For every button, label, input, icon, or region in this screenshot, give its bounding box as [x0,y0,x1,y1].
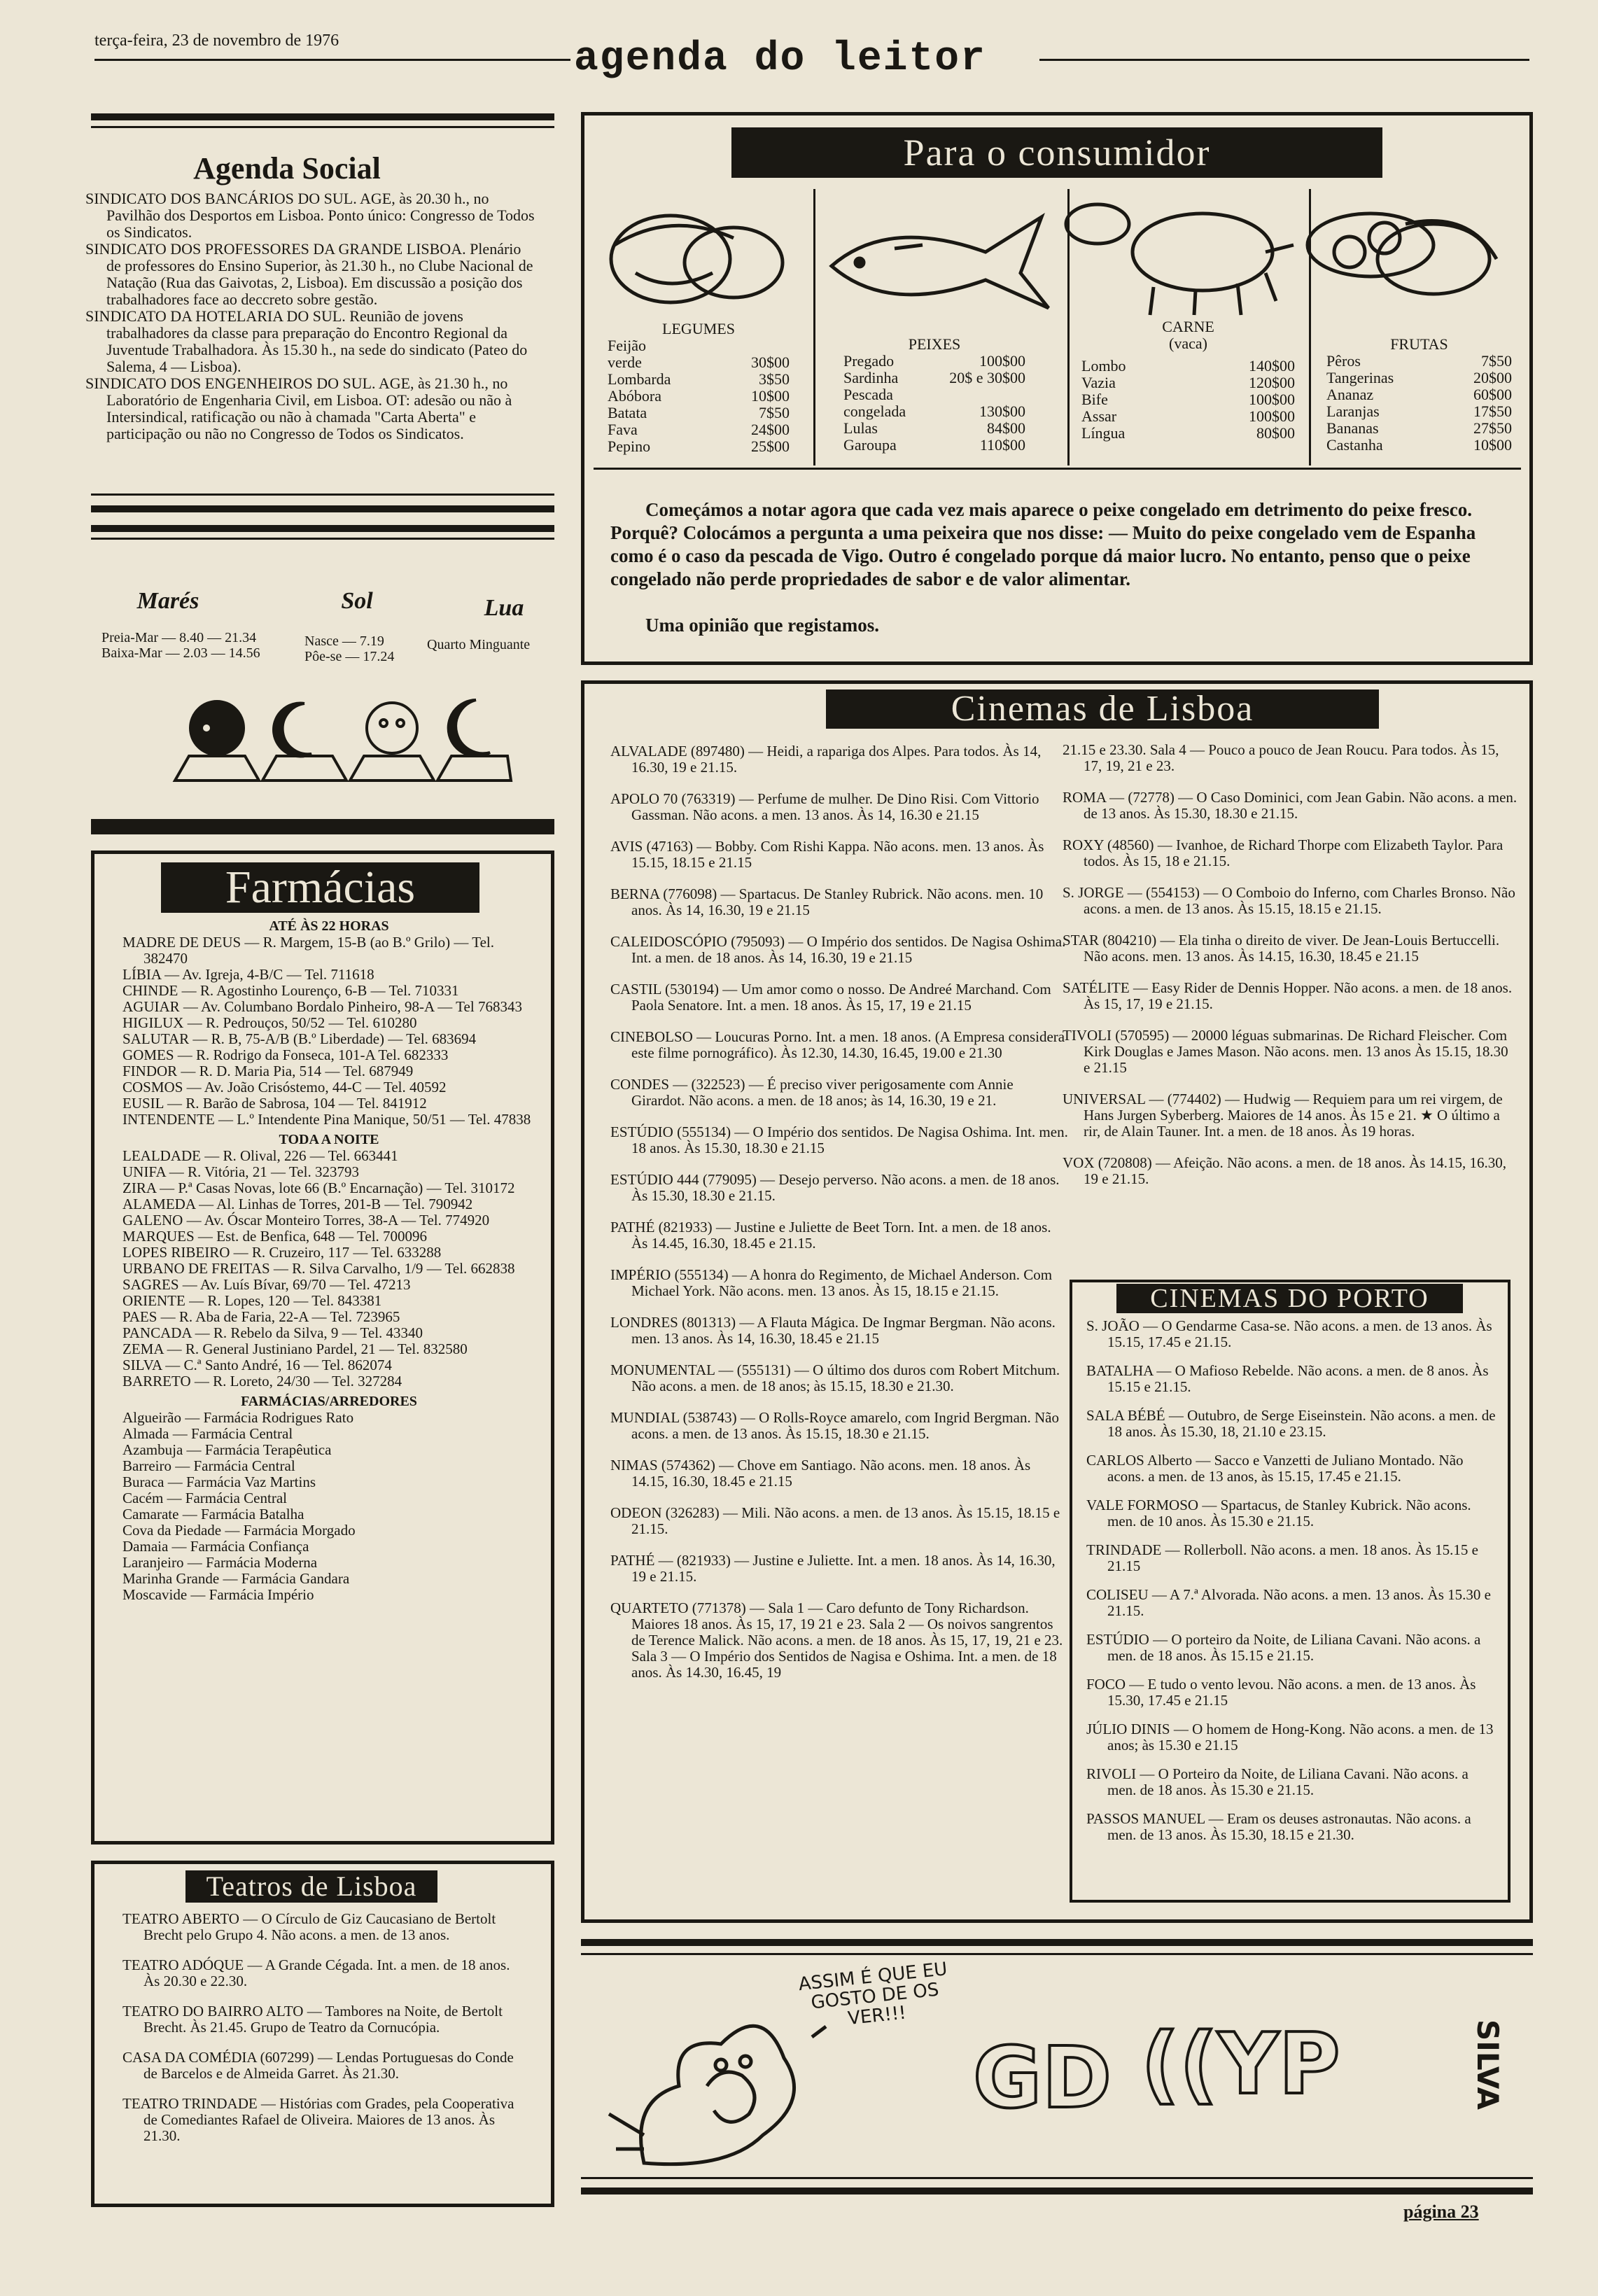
porto-entry: ESTÚDIO — O porteiro da Noite, de Liliana Cavani. Não acons. a men. de 18 anos. Às 15.15 e 21.15. [1086,1631,1481,1664]
cartoon-speech: ASSIM É QUE EU GOSTO DE OS VER!!! [797,1959,948,2030]
farmacia-arredor-entry: Damaia — Farmácia Confiança [122,1538,309,1555]
cinema-entry: ESTÚDIO (555134) — O Império dos sentidos. De Nagisa Oshima. Int. men. 18 anos. Às 15.30, 18.30 e 21.15 [610,1124,1068,1156]
farmacia-arredor-entry: Camarate — Farmácia Batalha [122,1506,304,1522]
agenda-item: SINDICATO DOS PROFESSORES DA GRANDE LISBOA. Plenário de professores do Ensino Superior, às 21.30 h., no Clube Nacional de Natação (Rua das Gaivotas, 2, Lisboa). Em discussão a posição dos trabalhadores face ao deccreto sobre gestão. [85,240,533,308]
cinema-entry: QUARTETO (771378) — Sala 1 — Caro defunto de Tony Richardson. Maiores 18 anos. Às 15, 17, 19 21 e 23. Sala 2 — Os noivos sangrentos de Terence Malick. Não acons. a men. de 18 anos. Às 15, 17, 19, 21 e 23. Sala 3 — O Império dos Sentidos de Nagisa e Oshima. Int. a men. de 18 anos. Às 14.30, 16.45, 19 [610,1600,1063,1681]
frutas-item: Bananas [1326,419,1379,437]
peixes-table [843,336,1025,454]
frutas-price: 17$50 [1473,402,1512,420]
agenda-item: SINDICATO DOS ENGENHEIROS DO SUL. AGE, às 21.30 h., no Laboratório de Engenharia Civil, em Lisboa. OT: adesão ou não à Intersindical, ratificação ou não à chamada "Carta Aberta" e participação ou não no Congresso de Todos os Sindicatos. [85,374,512,442]
frutas-item: Pêros [1326,352,1361,370]
mares-line: Baixa-Mar — 2.03 — 14.56 [101,645,260,661]
agenda-item: SINDICATO DA HOTELARIA DO SUL. Reunião de jovens trabalhadores da classe para preparação do Encontro Regional da Juventude Trabalhadora. Às 15.30 h., na sede do sindicato (Pateo do Salema, 4 — Lisboa). [85,307,528,375]
cinema-entry: AVIS (47163) — Bobby. Com Rishi Kappa. Não acons. men. 13 anos. Às 15.15, 18.15 e 21.15 [610,838,1044,871]
farmacia-arredor-entry: Algueirão — Farmácia Rodrigues Rato [122,1409,354,1426]
porto-entry: CARLOS Alberto — Sacco e Vanzetti de Juliano Montado. Não acons. a men. de 13 anos, às 15.15, 17.45 e 21.15. [1086,1452,1464,1485]
carne-item: Lombo [1081,357,1126,374]
legumes-table [608,321,790,455]
legumes-row [608,421,790,438]
page-title: agenda do leitor [574,36,986,82]
farmacia-arredor-entry: Cacém — Farmácia Central [122,1490,287,1506]
cinema-entry: CINEBOLSO — Loucuras Porno. Int. a men. 18 anos. (A Empresa considera este filme pornográfico). Às 12.30, 14.30, 16.45, 19.00 e 21.30 [610,1028,1065,1061]
cinema-entry: CALEIDOSCÓPIO (795093) — O Império dos sentidos. De Nagisa Oshima. Int. a men. de 18 anos. Às 14, 16.30, 19 e 21.15 [610,933,1066,966]
peixes-price: 110$00 [979,436,1025,454]
frutas-row [1326,420,1512,437]
carne-row [1081,408,1295,425]
cinema-entry: 21.15 e 23.30. Sala 4 — Pouco a pouco de Jean Roucu. Para todos. Às 15, 17, 19, 21 e 23. [1063,741,1499,774]
cartoon-top-rule-thin [581,1953,1533,1955]
carne-row [1081,425,1295,442]
cinema-entry: UNIVERSAL — (774402) — Hudwig — Requiem para um rei virgem, de Hans Jurgen Syberberg. Maiores de 14 anos. Às 15 e 21. ★ O último a rir, de Alain Tauner. Int. a men. de 18 anos. Às 19 horas. [1063,1091,1503,1140]
cinema-entry: ALVALADE (897480) — Heidi, a rapariga dos Alpes. Para todos. Às 14, 16.30, 19 e 21.15. [610,743,1042,776]
teatros-list [122,1911,528,2158]
frutas-row [1326,386,1512,403]
porto-entry: COLISEU — A 7.ª Alvorada. Não acons. a men. 13 anos. Às 15.30 e 21.15. [1086,1586,1491,1619]
farmacia-arredor-entry: Laranjeiro — Farmácia Moderna [122,1554,318,1571]
farmacia-entry: COSMOS — Av. João Crisóstemo, 44-C — Tel. 40592 [122,1079,447,1096]
cinema-entry: PATHÉ — (821933) — Justine e Juliette. Int. a men. 18 anos. Às 14, 16.30, 19 e 21.15. [610,1552,1056,1585]
legumes-row [608,337,790,354]
cinema-entry: CASTIL (530194) — Um amor como o nosso. De Andreé Marchand. Com Paola Senatore. Int. a men. 18 anos. Às 15, 17, 19 e 21.15 [610,981,1051,1014]
porto-list [1086,1318,1499,1856]
frutas-price: 7$50 [1481,352,1512,370]
consumidor-note: Começámos a notar agora que cada vez mais aparece o peixe congelado em detrimento do peixe fresco. Porquê? Colocámos a pergunta a uma peixeira que nos disse: — Muito do peixe congelado vem de Espanha como é o caso da pescada de Vigo. Outro é congelado porque dá maior lucro. No entanto, penso que o peixe congelado não perde propriedades de sabor e de valor alimentar. [610,499,1476,589]
carne-row [1081,374,1295,391]
carne-title: CARNE [1162,318,1214,335]
peixes-price: 20$ e 30$00 [949,369,1025,386]
legumes-item: Fava [608,421,638,438]
page-number: página 23 [1403,2202,1479,2222]
teatro-entry: TEATRO TRINDADE — Histórias com Grades, pela Cooperativa de Comediantes Rafael de Oliveira. Maiores de 13 anos. Às 21.30. [122,2095,514,2144]
farmacia-entry: PAES — R. Aba de Faria, 22-A — Tel. 723965 [122,1308,400,1325]
legumes-item: Pepino [608,438,651,455]
legumes-price: 24$00 [751,421,790,438]
teatro-entry: CASA DA COMÉDIA (607299) — Lendas Portuguesas do Conde de Barcelos e de Almeida Garret. Às 21.30. [122,2049,514,2082]
farmacia-entry: PANCADA — R. Rebelo da Silva, 9 — Tel. 43340 [122,1324,423,1341]
porto-entry: SALA BÉBÉ — Outubro, de Serge Eiseinstein. Não acons. a men. de 18 anos. Às 15.30, 18, 21.10 e 23.15. [1086,1407,1496,1440]
frutas-table [1326,336,1512,454]
farmacia-arredor-entry: Cova da Piedade — Farmácia Morgado [122,1522,356,1539]
teatro-entry: TEATRO DO BAIRRO ALTO — Tambores na Noite, de Bertolt Brecht. Às 21.45. Grupo de Teatro da Cornucópia. [122,2003,503,2036]
cinema-entry: MONUMENTAL — (555131) — O último dos duros com Robert Mitchum. Não acons. a men. de 18 anos; às 15.15, 18.30 e 21.30. [610,1362,1060,1394]
legumes-price: 30$00 [751,354,790,371]
peixes-price: 84$00 [987,419,1025,437]
agenda-social-list [85,190,537,442]
legumes-item: Batata [608,404,647,421]
consumidor-title: Para o consumidor [731,127,1382,178]
legumes-price: 3$50 [759,370,790,388]
peixes-item: Pregado [843,352,895,370]
peixes-price: 100$00 [979,352,1025,370]
farmacia-entry: ZEMA — R. General Justiniano Pardel, 21 — Tel. 832580 [122,1340,468,1357]
cinema-entry: ROMA — (72778) — O Caso Dominici, com Jean Gabin. Não acons. a men. de 13 anos. Às 15.30, 18.30 e 21.15. [1063,789,1518,822]
carne-price: 100$00 [1249,391,1295,408]
farmacias-title: Farmácias [161,862,479,913]
porto-entry: JÚLIO DINIS — O homem de Hong-Kong. Não acons. a men. de 13 anos; às 15.30 e 21.15 [1086,1721,1494,1754]
farmacia-entry: MARQUES — Est. de Benfica, 648 — Tel. 700096 [122,1228,428,1245]
farmacias-sub-noite: TODA A NOITE [279,1132,379,1147]
peixes-item: Pescada [843,386,893,403]
header-date: terça-feira, 23 de novembro de 1976 [94,31,339,50]
cinema-entry: BERNA (776098) — Spartacus. De Stanley Rubrick. Não acons. men. 10 anos. Às 14, 16.30, 19 e 21.15 [610,886,1044,918]
legumes-row [608,354,790,371]
porto-entry: RIVOLI — O Porteiro da Noite, de Liliana Cavani. Não acons. a men. de 18 anos. Às 15.30 e 21.15. [1086,1765,1469,1798]
cinema-entry: VOX (720808) — Afeição. Não acons. a men. de 18 anos. Às 14.15, 16.30, 19 e 21.15. [1063,1154,1506,1187]
lua-lines [427,637,560,652]
farmacias-list-22h [122,934,535,1128]
sol-line: Pôe-se — 17.24 [304,649,395,664]
carne-price: 80$00 [1256,424,1295,442]
frutas-price: 60$00 [1473,386,1512,403]
sol-title: Sol [341,588,373,614]
farmacia-entry: INTENDENTE — L.º Intendente Pina Manique, 50/51 — Tel. 47838 [122,1111,531,1128]
peixes-row [843,353,1025,370]
farmacia-entry: HIGILUX — R. Pedrouços, 50/52 — Tel. 610280 [122,1014,417,1031]
agenda-bottom-rule-thin [91,493,554,496]
farmacia-entry: MADRE DE DEUS — R. Margem, 15-B (ao B.º Grilo) — Tel. 382470 [122,934,494,967]
farmacia-arredor-entry: Almada — Farmácia Central [122,1425,293,1442]
farmacia-entry: GOMES — R. Rodrigo da Fonseca, 101-A Tel. 682333 [122,1046,449,1063]
sol-lines [304,634,423,664]
cartoon-top-rule [581,1939,1533,1946]
legumes-row [608,405,790,421]
carne-item: Língua [1081,424,1126,442]
cinema-entry: PATHÉ (821933) — Justine e Juliette de Beet Torn. Int. a men. de 18 anos. Às 14.45, 16.30, 18.45 e 21.15. [610,1219,1051,1252]
legumes-price: 10$00 [751,387,790,405]
legumes-row [608,371,790,388]
mares-title: Marés [136,588,199,614]
cinema-entry: MUNDIAL (538743) — O Rolls-Royce amarelo, com Ingrid Bergman. Não acons. a men. de 13 anos. Às 15.15, 18.30 e 21.15. [610,1409,1059,1442]
peixes-item: Lulas [843,419,878,437]
peixes-row [843,403,1025,420]
peixes-row [843,437,1025,454]
farmacia-entry: FINDOR — R. D. Maria Pia, 514 — Tel. 687949 [122,1063,414,1079]
cinema-entry: ROXY (48560) — Ivanhoe, de Richard Thorpe com Elizabeth Taylor. Para todos. Às 15, 18 e 21.15. [1063,836,1504,869]
teatros-title: Teatros de Lisboa [185,1870,437,1903]
frutas-row [1326,437,1512,454]
peixes-item: congelada [843,402,906,420]
cartoon-signature: SILVA [1471,2019,1505,2110]
frutas-price: 20$00 [1473,369,1512,386]
teatro-entry: TEATRO ADÓQUE — A Grande Cégada. Int. a men. de 18 anos. Às 20.30 e 22.30. [122,1956,510,1989]
farmacia-arredor-entry: Marinha Grande — Farmácia Gandara [122,1570,350,1587]
vegetables-icon [611,216,783,302]
cinemas-col1 [610,743,1069,1696]
farmacias-sub-arredores: FARMÁCIAS/ARREDORES [241,1394,417,1409]
agenda-social-title: Agenda Social [193,151,381,186]
peixes-price: 130$00 [979,402,1025,420]
mares-line: Preia-Mar — 8.40 — 21.34 [101,630,257,645]
cartoon-letters-yp: ((YP [1141,2016,1340,2113]
farmacia-entry: SALUTAR — R. B, 75-A/B (B.º Liberdade) — Tel. 683694 [122,1030,477,1047]
cartoon-letters-gd: GD [973,2030,1112,2127]
porto-entry: VALE FORMOSO — Spartacus, de Stanley Kubrick. Não acons. men. de 10 anos. Às 15.30 e 21.15. [1086,1497,1471,1530]
farmacia-arredor-entry: Buraca — Farmácia Vaz Martins [122,1474,316,1490]
legumes-item: Lombarda [608,370,671,388]
carne-row [1081,391,1295,408]
teatro-entry: TEATRO ABERTO — O Círculo de Giz Caucasiano de Bertolt Brecht pelo Grupo 4. Não acons. a men. de 13 anos. [122,1910,496,1943]
farmacia-entry: BARRETO — R. Loreto, 24/30 — Tel. 327284 [122,1373,402,1390]
cartoon-bottom-rule-thin [581,2177,1533,2179]
frutas-price: 10$00 [1473,436,1512,454]
farmacias-list-arredores [122,1410,535,1603]
cinema-entry: S. JORGE — (554153) — O Comboio do Inferno, com Charles Bronso. Não acons. a men. de 13 anos. Às 15.15, 18.15 e 21.15. [1063,884,1515,917]
carne-row [1081,358,1295,374]
frutas-item: Tangerinas [1326,369,1394,386]
carne-item: Bife [1081,391,1108,408]
peixes-item: Garoupa [843,436,897,454]
peixes-item: Sardinha [843,369,899,386]
consumidor-note-end: Uma opinião que registamos. [645,615,880,636]
farmacia-entry: ZIRA — P.ª Casas Novas, lote 66 (B.º Encarnação) — Tel. 310172 [122,1180,515,1196]
farmacia-arredor-entry: Barreiro — Farmácia Central [122,1457,295,1474]
carne-price: 140$00 [1249,357,1295,374]
porto-entry: PASSOS MANUEL — Eram os deuses astronautas. Não acons. a men. de 13 anos. Às 15.30, 18.15 e 21.30. [1086,1810,1471,1843]
farmacia-entry: CHINDE — R. Agostinho Lourenço, 6-B — Tel. 710331 [122,982,459,999]
carne-subtitle: (vaca) [1169,335,1207,352]
cow-icon [1066,204,1294,315]
mares-lines [101,630,290,661]
farmacias-top-rule [91,819,554,834]
porto-title: CINEMAS DO PORTO [1116,1284,1463,1313]
legumes-price: 25$00 [751,438,790,455]
cinema-entry: SATÉLITE — Easy Rider de Dennis Hopper. Não acons. a men. de 18 anos. Às 15, 17, 19 e 21.15. [1063,979,1513,1012]
frutas-item: Ananaz [1326,386,1374,403]
farmacia-arredor-entry: Moscavide — Farmácia Império [122,1586,314,1603]
frutas-price: 27$50 [1473,419,1512,437]
cinema-entry: ESTÚDIO 444 (779095) — Desejo perverso. Não acons. a men. de 18 anos. Às 15.30, 18.30 e 21.15. [610,1171,1060,1204]
legumes-item: Abóbora [608,387,661,405]
porto-entry: TRINDADE — Rollerboll. Não acons. a men. 18 anos. Às 15.15 e 21.15 [1086,1541,1478,1574]
peixes-row [843,420,1025,437]
legumes-title: LEGUMES [662,320,735,337]
tides-top-rule-thin [91,538,554,540]
porto-entry: BATALHA — O Mafioso Rebelde. Não acons. a men. de 8 anos. Às 15.15 e 21.15. [1086,1362,1489,1395]
cinemas-col2 [1063,742,1518,1203]
frutas-row [1326,353,1512,370]
farmacia-entry: URBANO DE FREITAS — R. Silva Carvalho, 1/9 — Tel. 662838 [122,1260,515,1277]
farmacia-entry: GALENO — Av. Óscar Monteiro Torres, 38-A — Tel. 774920 [122,1212,490,1228]
carne-price: 100$00 [1249,407,1295,425]
farmacias-sub-22h: ATÉ ÀS 22 HORAS [269,918,389,934]
peixes-row [843,386,1025,403]
frutas-row [1326,403,1512,420]
cinema-entry: IMPÉRIO (555134) — A honra do Regimento, de Michael Anderson. Com Michael York. Não acons. men. 13 anos. Às 15, 18.15 e 21.15. [610,1266,1053,1299]
farmacia-entry: EUSIL — R. Barão de Sabrosa, 104 — Tel. 841912 [122,1095,427,1112]
consumidor-hline [594,468,1521,470]
farmacia-entry: LÍBIA — Av. Igreja, 4-B/C — Tel. 711618 [122,966,374,983]
porto-entry: FOCO — E tudo o vento levou. Não acons. a men. de 13 anos. Às 15.30, 17.45 e 21.15 [1086,1676,1476,1709]
farmacia-entry: ORIENTE — R. Lopes, 120 — Tel. 843381 [122,1292,382,1309]
moon-phases-illustration [168,690,518,788]
carne-item: Assar [1081,407,1117,425]
farmacia-entry: AGUIAR — Av. Columbano Bordalo Pinheiro, 98-A — Tel 768343 [122,998,522,1015]
food-illustrations [594,196,1521,322]
cartoon-bottom-rule [581,2188,1533,2194]
agenda-item: SINDICATO DOS BANCÁRIOS DO SUL. AGE, às 20.30 h., no Pavilhão dos Desportos em Lisboa. Ponto único: Congresso de Todos os Sindicatos. [85,190,535,241]
legumes-item: verde [608,354,642,371]
porto-entry: S. JOÃO — O Gendarme Casa-se. Não acons. a men. de 13 anos. Às 15.15, 17.45 e 21.15. [1086,1317,1492,1350]
farmacias-list-noite [122,1148,535,1390]
legumes-item: Feijão [608,337,646,354]
farmacia-entry: LOPES RIBEIRO — R. Cruzeiro, 117 — Tel. 633288 [122,1244,442,1261]
lua-line: Quarto Minguante [427,637,531,652]
cinema-entry: ODEON (326283) — Mili. Não acons. a men. de 13 anos. Às 15.15, 18.15 e 21.15. [610,1504,1060,1537]
agenda-bottom-rule [91,505,554,512]
lua-title: Lua [484,595,524,621]
farmacia-entry: SAGRES — Av. Luís Bívar, 69/70 — Tel. 47213 [122,1276,411,1293]
cinemas-title: Cinemas de Lisboa [826,690,1379,729]
frutas-row [1326,370,1512,386]
frutas-item: Castanha [1326,436,1383,454]
peixes-row [843,370,1025,386]
cinema-entry: STAR (804210) — Ela tinha o direito de viver. De Jean-Louis Bertuccelli. Não acons. men. 13 anos. Às 14.15, 16.30, 18.45 e 21.15 [1063,932,1500,965]
header-rule-right [1039,59,1529,61]
agenda-top-rule [91,113,554,120]
cinema-entry: TIVOLI (570595) — 20000 léguas submarinas. De Richard Fleischer. Com Kirk Douglas e James Mason. Não acons. men. 13 anos Às 15.15, 18.30 e 21.15 [1063,1027,1508,1076]
farmacias-content [122,918,535,1603]
cinema-entry: NIMAS (574362) — Chove em Santiago. Não acons. men. 18 anos. Às 14.15, 16.30, 18.45 e 21.15 [610,1457,1031,1490]
carne-price: 120$00 [1249,374,1295,391]
carne-item: Vazia [1081,374,1116,391]
header-rule-left [94,59,570,61]
farmacia-entry: ALAMEDA — Al. Linhas de Torres, 201-B — Tel. 790942 [122,1196,473,1212]
frutas-item: Laranjas [1326,402,1380,420]
farmacia-entry: SILVA — C.ª Santo André, 16 — Tel. 862074 [122,1357,392,1373]
cinema-entry: CONDES — (322523) — É preciso viver perigosamente com Annie Girardot. Não acons. a men. de 18 anos; às 14, 16.30, 19 e 21. [610,1076,1014,1109]
legumes-price: 7$50 [759,404,790,421]
agenda-top-rule-thin [91,126,554,128]
sol-line: Nasce — 7.19 [304,634,384,649]
cinema-entry: APOLO 70 (763319) — Perfume de mulher. De Dino Risi. Com Vittorio Gassman. Não acons. a men. 13 anos. Às 14, 16.30 e 21.15 [610,790,1039,823]
farmacia-arredor-entry: Azambuja — Farmácia Terapêutica [122,1441,332,1458]
legumes-row [608,438,790,455]
tides-top-rule [91,525,554,532]
farmacia-entry: LEALDADE — R. Olival, 226 — Tel. 663441 [122,1147,398,1164]
frutas-title: FRUTAS [1390,335,1448,353]
fish-icon [832,217,1049,308]
fruits-icon [1308,214,1497,294]
farmacia-entry: UNIFA — R. Vitória, 21 — Tel. 323793 [122,1163,359,1180]
cinema-entry: LONDRES (801313) — A Flauta Mágica. De Ingmar Bergman. Não acons. men. 13 anos. Às 14, 16.30, 18.45 e 21.15 [610,1314,1056,1347]
carne-table [1081,318,1295,442]
peixes-title: PEIXES [908,335,961,353]
legumes-row [608,388,790,405]
